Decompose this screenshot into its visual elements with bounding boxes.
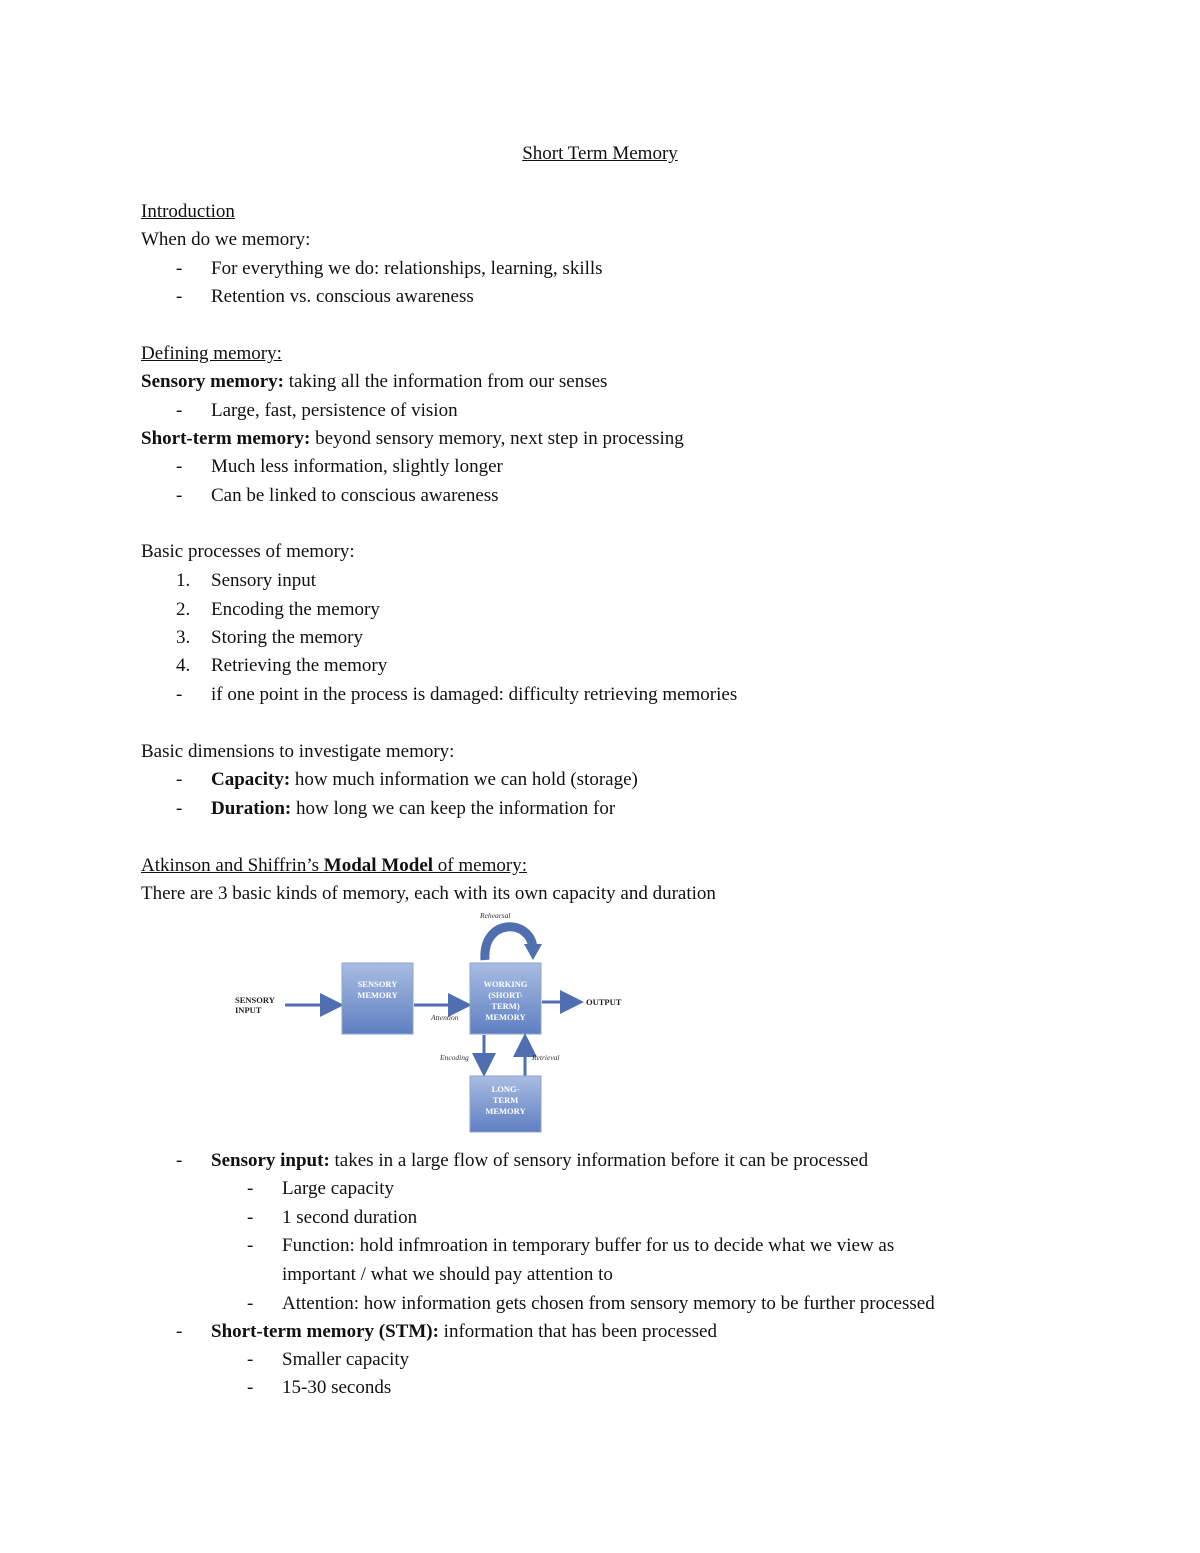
bullet-dash: - <box>176 684 183 705</box>
bullet-dash: - <box>176 258 183 279</box>
bullet-dash: - <box>176 798 183 819</box>
encoding-label: Encoding <box>440 1053 469 1062</box>
bullet-dash: - <box>247 1207 254 1228</box>
sensory-input-label: SENSORY <box>235 995 275 1005</box>
sub-list-item-continuation: important / what we should pay attention to <box>282 1264 613 1285</box>
list-item: - Much less information, slightly longer <box>176 456 503 477</box>
sensory-input-label: INPUT <box>235 1005 262 1015</box>
list-item: - Capacity: how much information we can hold (storage) <box>176 769 638 790</box>
rehearsal-label: Rehearsal <box>480 911 511 920</box>
intro-question: When do we memory: <box>141 229 311 250</box>
list-item: - Retention vs. conscious awareness <box>176 286 474 307</box>
numbered-item: 1. Sensory input <box>176 570 317 591</box>
bullet-dash: - <box>176 769 183 790</box>
sub-list-item: - 1 second duration <box>247 1207 418 1228</box>
bullet-dash: - <box>176 1150 183 1171</box>
working-memory-label: (SHORT- <box>488 990 523 1000</box>
modal-model-heading: Atkinson and Shiffrin’s Modal Model of memory: <box>141 855 527 876</box>
bullet-dash: - <box>247 1293 254 1314</box>
list-item: - if one point in the process is damaged: difficulty retrieving memories <box>176 684 738 705</box>
bullet-dash: - <box>247 1349 254 1370</box>
bullet-dash: - <box>247 1178 254 1199</box>
attention-label: Attention <box>431 1013 459 1022</box>
intro-heading: Introduction <box>141 201 235 222</box>
bullet-dash: - <box>176 286 183 307</box>
bullet-dash: - <box>247 1377 254 1398</box>
output-label: OUTPUT <box>586 997 622 1007</box>
processes-heading: Basic processes of memory: <box>141 541 355 562</box>
sensory-memory-definition: Sensory memory: taking all the information from our senses <box>141 371 608 392</box>
list-item: - For everything we do: relationships, learning, skills <box>176 258 603 279</box>
dimensions-heading: Basic dimensions to investigate memory: <box>141 741 455 762</box>
modal-model-diagram <box>230 908 640 1138</box>
list-item: - Large, fast, persistence of vision <box>176 400 458 421</box>
working-memory-label: MEMORY <box>485 1012 526 1022</box>
numbered-item: 3. Storing the memory <box>176 627 363 648</box>
sub-list-item: - Attention: how information gets chosen from sensory memory to be further processed <box>247 1293 935 1314</box>
retrieval-label: Retrieval <box>532 1053 560 1062</box>
modal-model-description: There are 3 basic kinds of memory, each with its own capacity and duration <box>141 883 716 904</box>
numbered-item: 2. Encoding the memory <box>176 599 380 620</box>
sub-list-item: - Smaller capacity <box>247 1349 410 1370</box>
bullet-dash: - <box>176 456 183 477</box>
defining-heading: Defining memory: <box>141 343 282 364</box>
list-item: - Short-term memory (STM): information that has been processed <box>176 1321 717 1342</box>
sensory-memory-label: SENSORY <box>357 979 398 989</box>
working-memory-label: WORKING <box>483 979 528 989</box>
sub-list-item: - Large capacity <box>247 1178 394 1199</box>
long-term-memory-label: MEMORY <box>485 1106 526 1116</box>
list-item: - Duration: how long we can keep the information for <box>176 798 616 819</box>
bullet-dash: - <box>247 1235 254 1256</box>
bullet-dash: - <box>176 1321 183 1342</box>
stm-definition: Short-term memory: beyond sensory memory, next step in processing <box>141 428 684 449</box>
long-term-memory-label: TERM <box>492 1095 519 1105</box>
rehearsal-arrowhead <box>524 944 542 960</box>
list-item: - Can be linked to conscious awareness <box>176 485 499 506</box>
sub-list-item: - Function: hold infmroation in temporary buffer for us to decide what we view as <box>247 1235 895 1256</box>
long-term-memory-label: LONG- <box>491 1084 520 1094</box>
working-memory-label: TERM) <box>491 1001 520 1011</box>
sensory-memory-label: MEMORY <box>357 990 398 1000</box>
bullet-dash: - <box>176 400 183 421</box>
list-item: - Sensory input: takes in a large flow of sensory information before it can be processed <box>176 1150 869 1171</box>
page-title: Short Term Memory <box>522 143 678 164</box>
bullet-dash: - <box>176 485 183 506</box>
sub-list-item: - 15-30 seconds <box>247 1377 392 1398</box>
rehearsal-loop-arrow <box>485 927 533 960</box>
numbered-item: 4. Retrieving the memory <box>176 655 388 676</box>
